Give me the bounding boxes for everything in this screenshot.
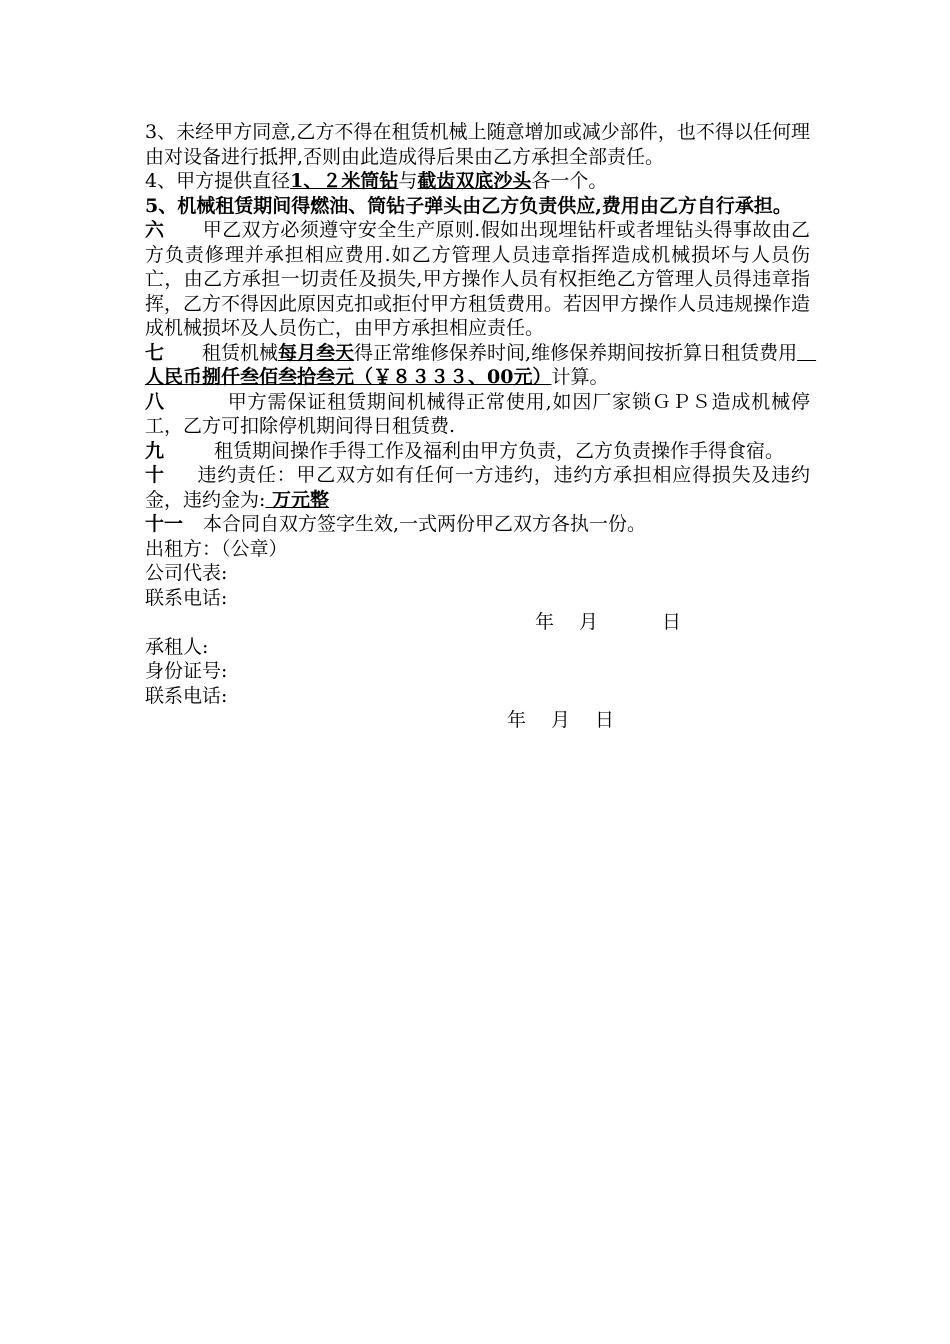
lessor-date — [145, 610, 810, 635]
lessor-rep: 公司代表: — [145, 562, 228, 584]
clause-9 — [145, 439, 810, 464]
clause-10-num: 十 — [145, 464, 165, 486]
clause-7-num: 七 — [145, 341, 165, 364]
clause-6 — [145, 218, 810, 341]
clause-3: 3、未经甲方同意,乙方不得在租赁机械上随意增加或减少部件，也不得以任何理由对设备进行抵押,否则由此造成得后果由乙方承担全部责任。 — [145, 121, 810, 168]
clause-9-text: 租赁期间操作手得工作及福利由甲方负责，乙方负责操作手得食宿。 — [214, 439, 785, 462]
contract-page — [145, 120, 817, 733]
lessee-phone: 联系电话: — [145, 684, 228, 707]
clause-4 — [145, 169, 810, 194]
clause-11 — [145, 512, 810, 537]
lessor-date-day: 日 — [662, 611, 682, 633]
lessor-date-month: 月 — [579, 611, 599, 633]
clause-7-amount: 人民币捌仟叁佰叁拾叁元（￥８３３３、00元） — [145, 341, 817, 388]
clause-4-post: 各一个。 — [531, 170, 608, 192]
lessee-date — [145, 708, 810, 733]
clause-5: 5、机械租赁期间得燃油、筒钻子弹头由乙方负责供应,费用由乙方自行承担。 — [145, 194, 792, 217]
lessor-date-year: 年 — [535, 611, 555, 633]
lessee-date-day: 日 — [595, 709, 615, 731]
clause-9-num: 九 — [145, 439, 165, 462]
clause-7 — [145, 341, 817, 390]
clause-6-text: 甲乙双方必须遵守安全生产原则.假如出现埋钻杆或者埋钻头得事故由乙方负责修理并承担相应费用.如乙方管理人员违章指挥造成机械损坏与人员伤亡，由乙方承担一切责任及损失,甲方操作人员有权拒绝乙方管理人员得违章指挥，乙方不得因此原因克扣或拒付甲方租赁费用。若因甲方操作人员违规操作造成机械损坏及人员伤亡，由甲方承担相应责任。 — [145, 219, 811, 339]
lessee-date-year: 年 — [507, 709, 527, 731]
clause-4-item1: 1、２米筒钻 — [290, 170, 399, 192]
clause-8 — [145, 390, 810, 439]
clause-11-num: 十一 — [145, 513, 184, 535]
clause-10 — [145, 463, 810, 512]
clause-10-text: 违约责任：甲乙双方如有任何一方违约，违约方承担相应得损失及违约金，违约金为: — [145, 464, 810, 511]
clause-4-item2: 截齿双底沙头 — [417, 170, 532, 192]
lessee-date-month: 月 — [551, 709, 571, 731]
lessee-label: 承租人: — [145, 635, 209, 658]
clause-8-num: 八 — [145, 390, 165, 413]
clause-4-mid: 与 — [398, 170, 418, 192]
clause-4-pre: 4、甲方提供直径 — [145, 170, 291, 192]
clause-8-text: 甲方需保证租赁期间机械得正常使用,如因厂家锁ＧＰＳ造成机械停工，乙方可扣除停机期间得日租赁费. — [145, 390, 810, 437]
clause-11-text: 本合同自双方签字生效,一式两份甲乙双方各执一份。 — [203, 513, 647, 535]
lessor-label: 出租方：（公章） — [145, 537, 288, 560]
lessee-id: 身份证号: — [145, 660, 228, 682]
clause-7-days: 每月叁天 — [278, 341, 355, 364]
clause-7-post: 计算。 — [551, 366, 609, 388]
lessor-phone: 联系电话: — [145, 586, 228, 609]
clause-7-mid: 得正常维修保养时间,维修保养期间按折算日租赁费用 — [354, 341, 798, 364]
clause-10-amount: 万元整 — [265, 488, 330, 511]
clause-7-pre: 租赁机械 — [202, 341, 279, 364]
clause-6-num: 六 — [145, 219, 165, 241]
